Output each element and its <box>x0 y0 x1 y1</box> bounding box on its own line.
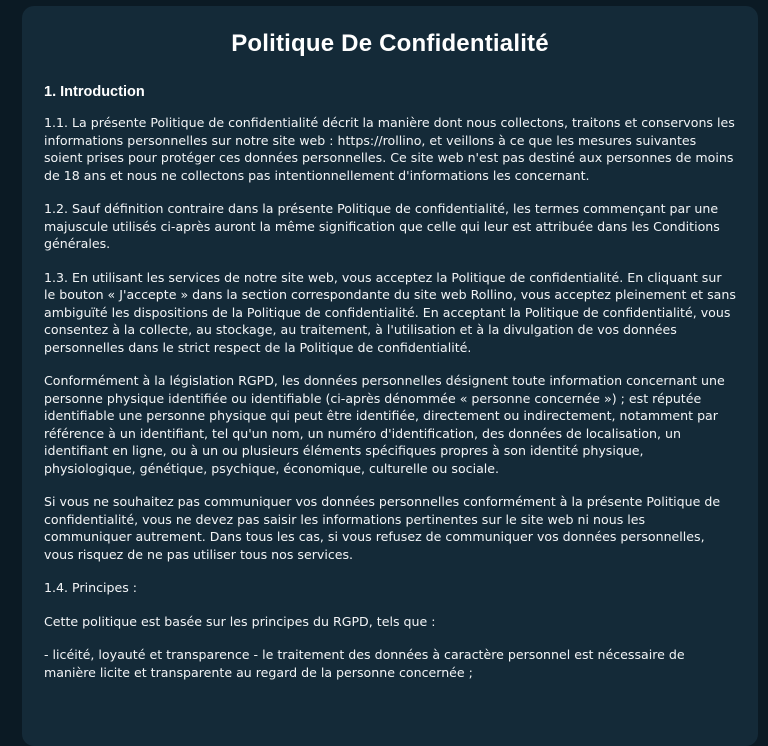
section-heading-introduction: 1. Introduction <box>44 84 145 100</box>
page-title: Politique De Confidentialité <box>231 30 549 57</box>
paragraph-1-1: 1.1. La présente Politique de confidentialité décrit la manière dont nous collectons, traitons et conservons les informations personnelles sur notre site web : https://rollino, et veillons à ce que les mesures suivantes soient prises pour protéger ces données personnelles. Ce site web n'est pas destiné aux personnes de moins de 18 ans et nous ne collectons pas intentionnellement d'informations les concernant. <box>44 115 735 183</box>
policy-panel <box>22 6 758 746</box>
paragraph-refusal: Si vous ne souhaitez pas communiquer vos données personnelles conformément à la présente Politique de confidentialité, vous ne devez pas saisir les informations pertinentes sur le site web ni nous les communiquer autrement. Dans tous les cas, si vous refusez de communiquer vos données personnelles, vous risquez de ne pas utiliser tous nos services. <box>44 494 721 562</box>
paragraph-rgpd-definition: Conformément à la législation RGPD, les données personnelles désignent toute information concernant une personne physique identifiée ou identifiable (ci-après dénommée « personne concernée ») ; est réputée identifiable une personne physique qui peut être identifiée, directement ou indirectement, notamment par référence à un identifiant, tel qu'un nom, un numéro d'identification, des données de localisation, un identifiant en ligne, ou à un ou plusieurs éléments spécifiques propres à son identité physique, physiologique, génétique, psychique, économique, culturelle ou sociale. <box>44 373 725 476</box>
paragraph-1-4-heading: 1.4. Principes : <box>44 580 138 595</box>
paragraph-principles-intro: Cette politique est basée sur les principes du RGPD, tels que : <box>44 613 436 629</box>
paragraph-1-3: 1.3. En utilisant les services de notre site web, vous acceptez la Politique de confidentialité. En cliquant sur le bouton « J'accepte » dans la section correspondante du site web Rollino, vous acceptez pleinement et sans ambiguïté les dispositions de la Politique de confidentialité. En acceptant la Politique de confidentialité, vous consentez à la collecte, au stockage, au traitement, à l'utilisation et à la divulgation de vos données personnelles dans le strict respect de la Politique de confidentialité. <box>44 269 736 355</box>
paragraph-principle-lawfulness: - licéité, loyauté et transparence - le traitement des données à caractère personnel est nécessaire de manière licite et transparente au regard de la personne concernée ; <box>44 647 685 680</box>
paragraph-1-2: 1.2. Sauf définition contraire dans la présente Politique de confidentialité, les termes commençant par une majuscule utilisés ci-après auront la même signification que celle qui leur est attribuée dans les Conditions générales. <box>44 201 720 251</box>
